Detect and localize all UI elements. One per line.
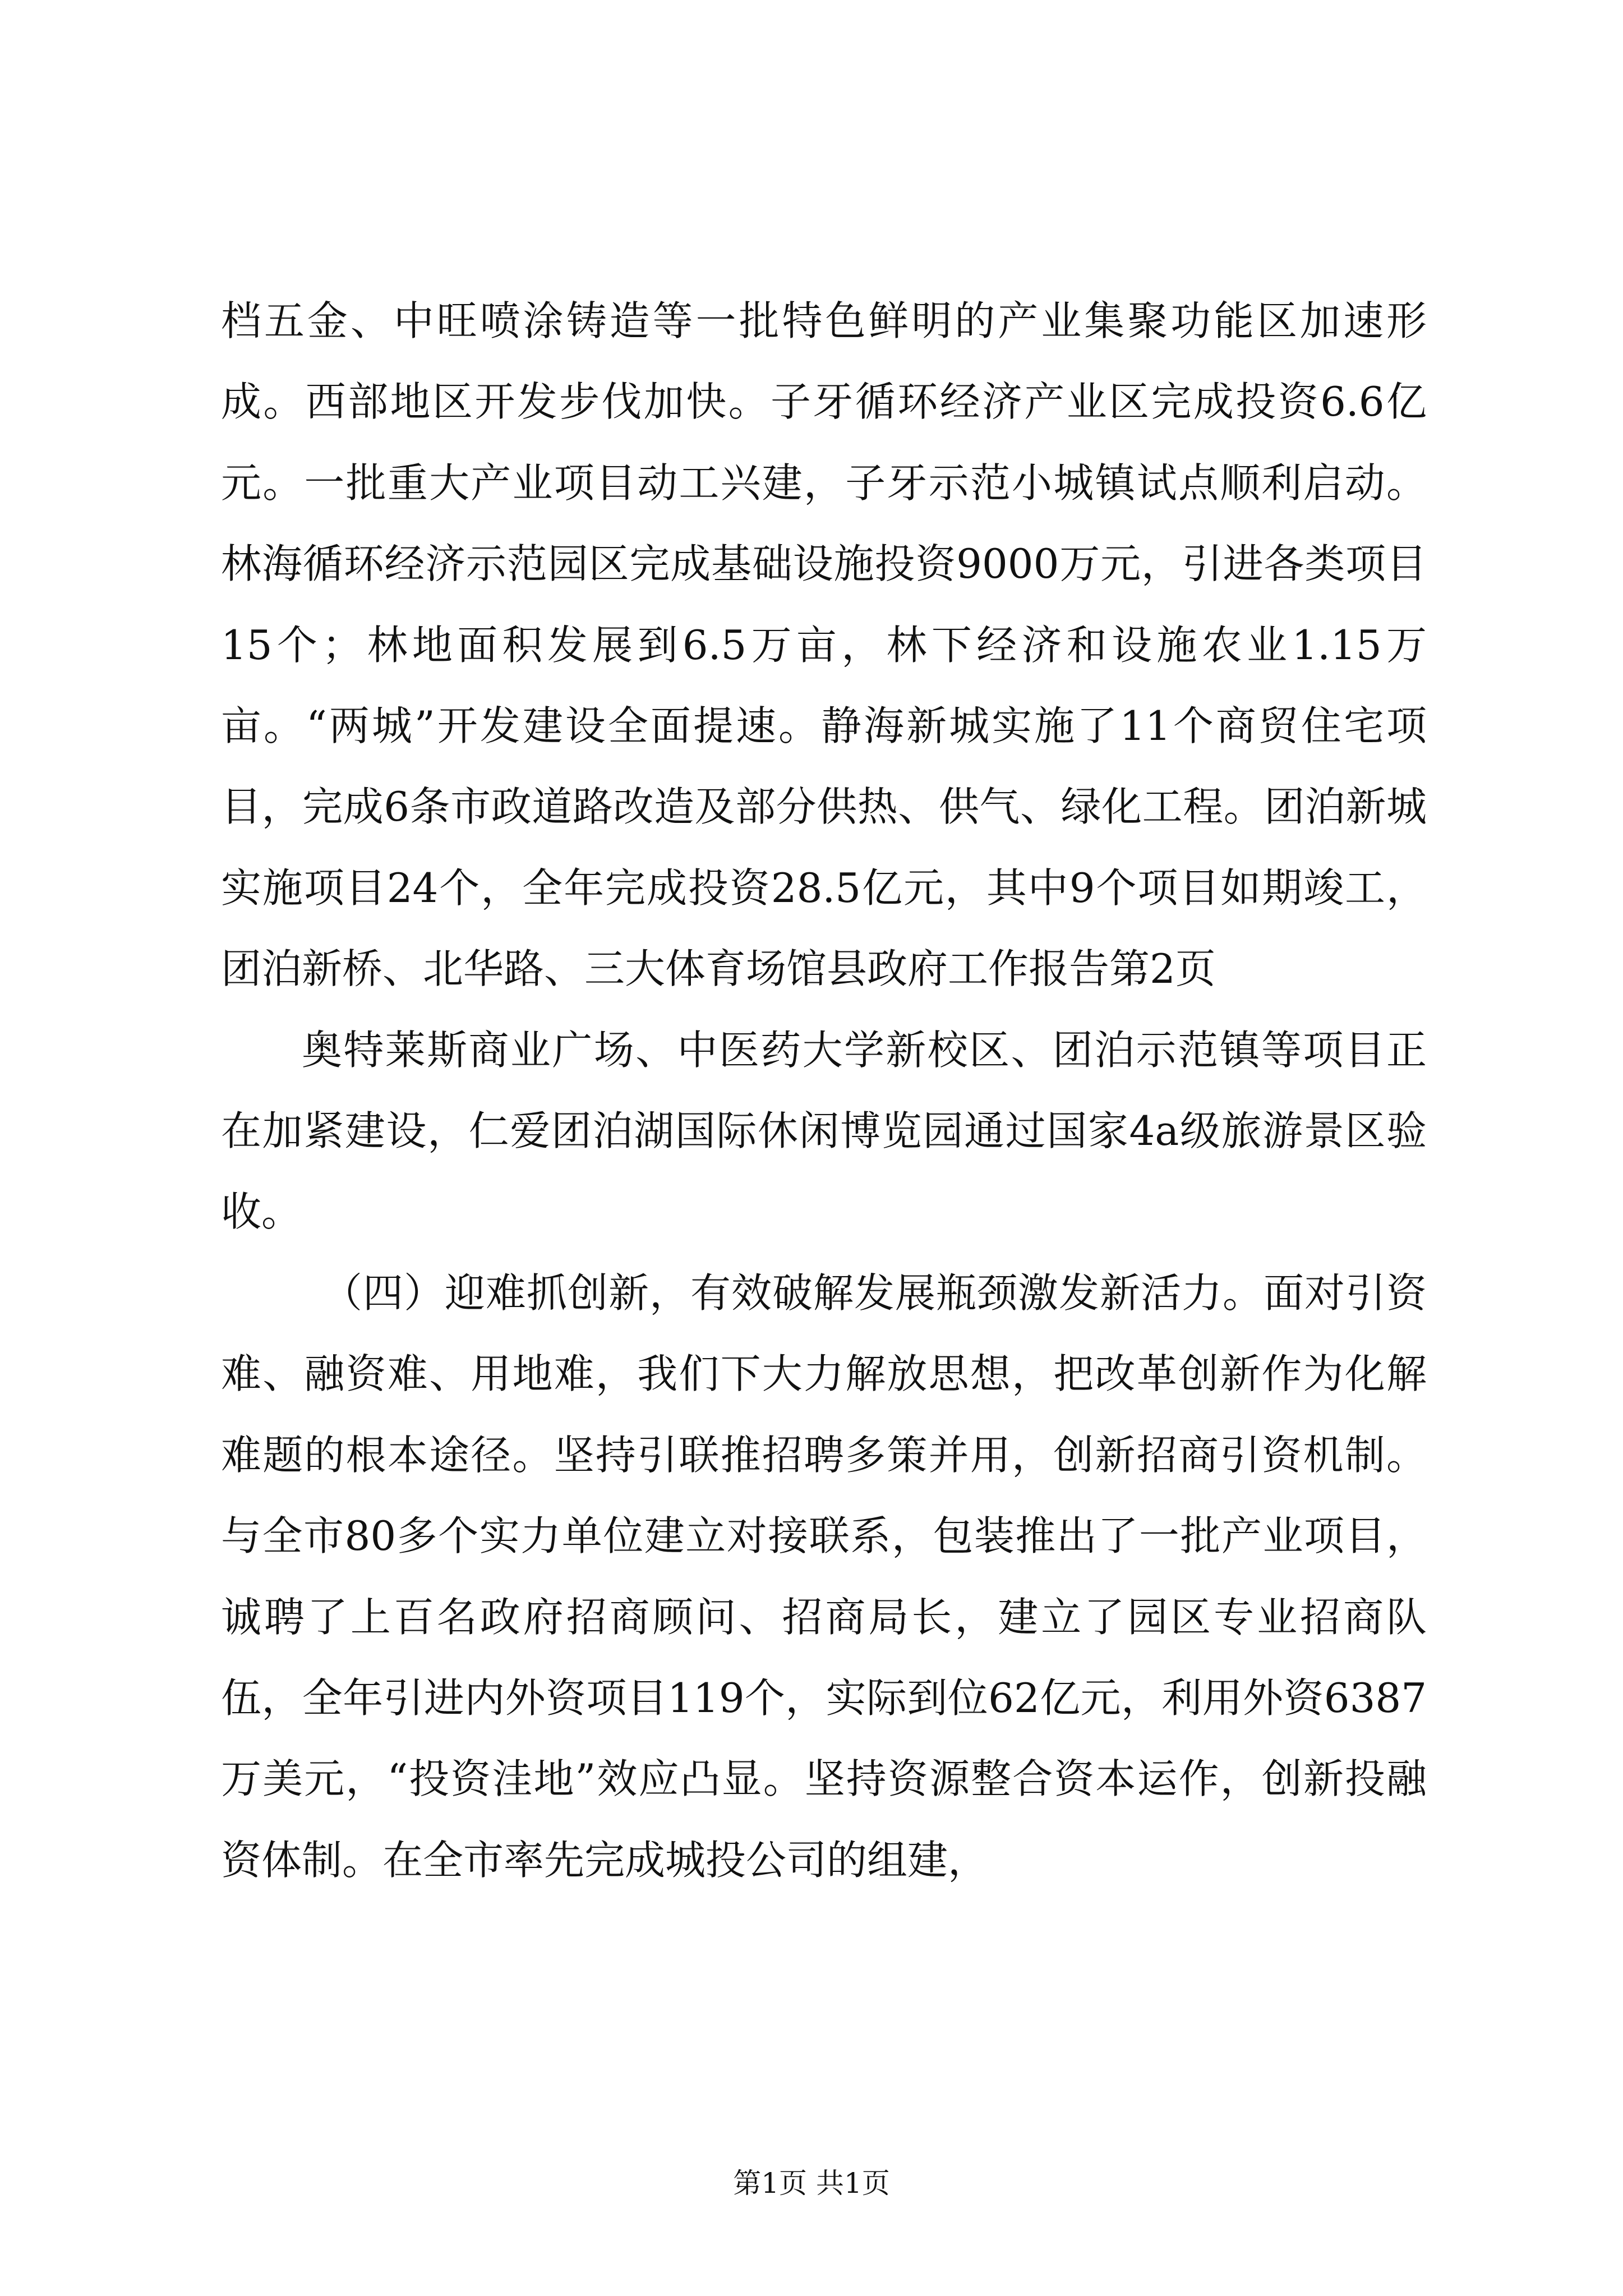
paragraph-section-four: （四）迎难抓创新，有效破解发展瓶颈激发新活力。面对引资难、融资难、用地难，我们下大力解放思想，把改革创新作为化解难题的根本途径。坚持引联推招聘多策并用，创新招商引资机制。与全市80多个实力单位建立对接联系，包装推出了一批产业项目，诚聘了上百名政府招商顾问、招商局长，建立了园区专业招商队伍，全年引进内外资项目119个，实际到位62亿元，利用外资6387万美元，“投资洼地”效应凸显。坚持资源整合资本运作，创新投融资体制。在全市率先完成城投公司的组建， <box>221 1269 1427 1884</box>
paragraph-continued: 档五金、中旺喷涂铸造等一批特色鲜明的产业集聚功能区加速形成。西部地区开发步伐加快。子牙循环经济产业区完成投资6.6亿元。一批重大产业项目动工兴建，子牙示范小城镇试点顺利启动。林海循环经济示范园区完成基础设施投资9000万元，引进各类项目15个；林地面积发展到6.5万亩，林下经济和设施农业1.15万亩。“两城”开发建设全面提速。静海新城实施了11个商贸住宅项目，完成6条市政道路改造及部分供热、供气、绿化工程。团泊新城实施项目24个，全年完成投资28.5亿元，其中9个项目如期竣工，团泊新桥、北华路、三大体育场馆县政府工作报告第2页 <box>221 297 1427 993</box>
paragraph-projects: 奥特莱斯商业广场、中医药大学新校区、团泊示范镇等项目正在加紧建设，仁爱团泊湖国际休闲博览园通过国家4a级旅游景区验收。 <box>221 1026 1427 1236</box>
document-body <box>221 280 1427 1901</box>
page-footer: 第1页 共1页 <box>733 2167 890 2200</box>
